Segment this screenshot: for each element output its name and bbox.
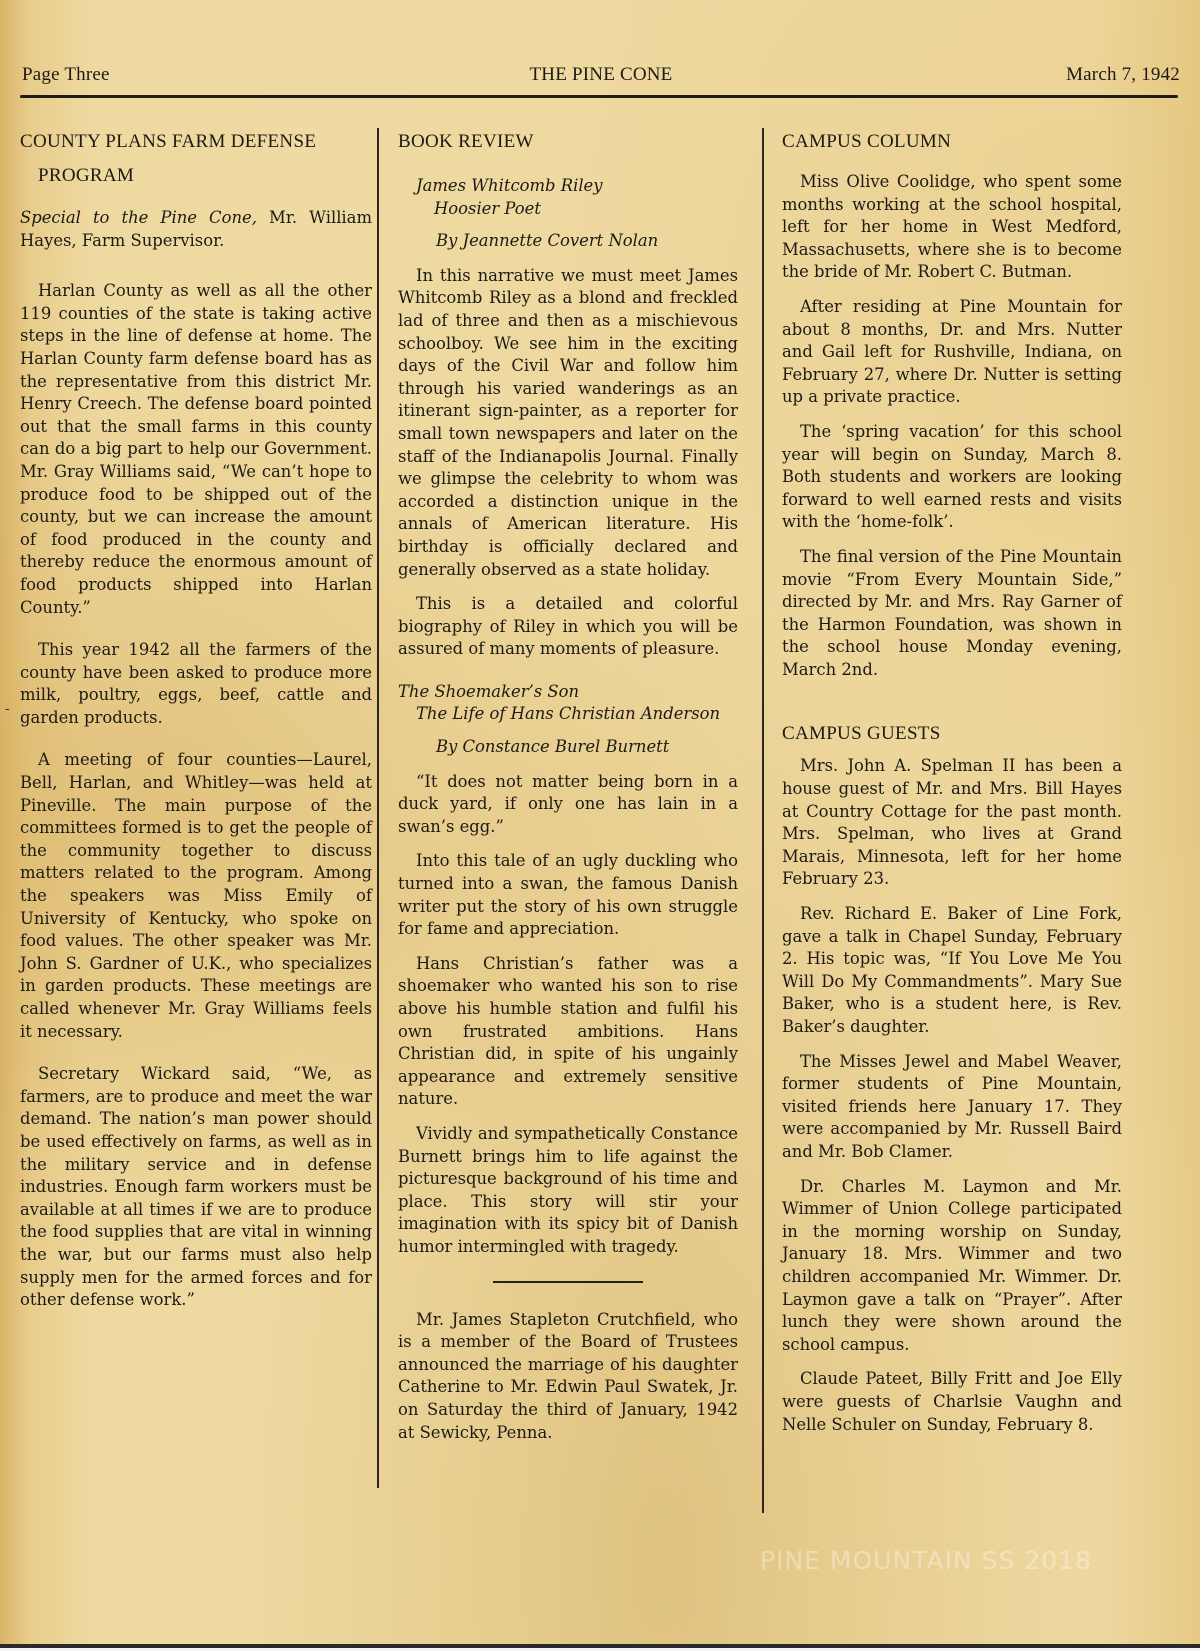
campus-column-section — [782, 125, 1122, 1448]
article-byline — [20, 207, 372, 252]
book-title: The Shoemaker’s Son — [398, 681, 580, 701]
guest-item: The Misses Jewel and Mabel Weaver, former students of Pine Mountain, visited friends here January 17. They were accompanied by Mr. Russell Baird and Mr. Bob Clamer. — [782, 1051, 1122, 1161]
section-headline-guests: CAMPUS GUESTS — [782, 723, 941, 745]
section-spacer — [782, 693, 1122, 717]
column-divider — [377, 128, 379, 1488]
book-review-andersen — [398, 681, 738, 1259]
book-author: By Constance Burel Burnett — [436, 737, 670, 757]
masthead-rule — [20, 95, 1178, 98]
review-paragraph: In this narrative we must meet James Whitcomb Riley as a blond and freckled lad of three and then as a mischievous schoolboy. We see him in the exciting days of the Civil War and follow him through his varied wanderings as an itinerant sign-painter, as a reporter for small town newspapers and later on the staff of the Indianapolis Journal. Finally we glimpse the celebrity to whom was accorded a distinction unique in the annals of American literature. His birthday is officially declared and generally observed as a state holiday. — [398, 265, 738, 579]
guest-item: Dr. Charles M. Laymon and Mr. Wimmer of Union College participated in the morning worship on Sunday, January 18. Mrs. Wimmer and two children accompanied Mr. Wimmer. Dr. Laymon gave a talk on “Prayer”. After lunch they were shown around the school campus. — [782, 1176, 1122, 1354]
publication-title: THE PINE CONE — [529, 64, 673, 85]
marriage-announcement: Mr. James Stapleton Crutchfield, who is a member of the Board of Trustees announced the marriage of his daughter Catherine to Mr. Edwin Paul Swatek, Jr. on Saturday the third of January, 1942 at Sewicky, Penna. — [398, 1309, 738, 1442]
book-author: By Jeannette Covert Nolan — [436, 231, 659, 251]
book-title: James Whitcomb Riley — [416, 176, 603, 195]
article-paragraph: Secretary Wickard said, “We, as farmers, are to produce and meet the war demand. The nation’s man power should be used effectively on farms, as well as in the military service and in defense industries. Enough farm workers must be available at all times if we are to produce the food supplies that are vital in winning the war, but our farms must also help supply men for the armed forces and for other defense work.” — [20, 1064, 372, 1310]
news-item: After residing at Pine Mountain for about 8 months, Dr. and Mrs. Nutter and Gail left for Rushville, Indiana, on February 27, where Dr. Nutter is setting up a private practice. — [782, 296, 1122, 407]
article-paragraph: Harlan County as well as all the other 119 counties of the state is taking active steps in the line of defense at home. The Harlan County farm defense board has as the representative from this district Mr. Henry Creech. The defense board pointed out that the small farms in this county can do a big part to help our Government. Mr. Gray Williams said, “We can’t hope to produce food to be shipped out of the county, but we can increase the amount of food produced in the county and thereby reduce the enormous amount of food products shipped into Harlan County.” — [20, 281, 372, 617]
news-item: The ‘spring vacation’ for this school year will begin on Sunday, March 8. Both students and workers are looking forward to well earned rests and visits with the ‘home-folk’. — [782, 421, 1122, 532]
headline-line: PROGRAM — [38, 165, 135, 186]
masthead — [22, 64, 1180, 86]
book-subtitle: Hoosier Poet — [434, 198, 541, 218]
watermark: PINE MOUNTAIN SS 2018 — [760, 1546, 1092, 1575]
guest-item: Mrs. John A. Spelman II has been a house guest of Mr. and Mrs. Bill Hayes at Country Cottage for the past month. Mrs. Spelman, who lives at Grand Marais, Minnesota, left for her home February 23. — [782, 756, 1122, 889]
article-paragraph: This year 1942 all the farmers of the county have been asked to produce more milk, poultry, eggs, beef, cattle and garden products. — [20, 640, 372, 727]
section-headline: BOOK REVIEW — [398, 131, 534, 152]
section-divider — [493, 1281, 643, 1283]
issue-date: March 7, 1942 — [1066, 64, 1180, 85]
article-county-farm-defense — [20, 125, 372, 1324]
review-paragraph: Vividly and sympathetically Constance Burnett brings him to life against the picturesque background of his time and place. This story will stir your imagination with its spicy bit of Danish humor intermingled with tragedy. — [398, 1123, 738, 1256]
news-item: The final version of the Pine Mountain movie “From Every Mountain Side,” directed by Mr. and Mrs. Ray Garner of the Harmon Foundation, was shown in the school house Monday evening, March 2nd. — [782, 546, 1122, 679]
margin-mark: - — [5, 701, 10, 717]
article-paragraph: A meeting of four counties—Laurel, Bell, Harlan, and Whitley—was held at Pineville. The main purpose of the committees formed is to get the people of the community together to discuss matters related to the program. Among the speakers was Miss Emily of University of Kentucky, who spoke on food values. The other speaker was Mr. John S. Gardner of U.K., who specializes in garden products. These meetings are called whenever Mr. Gray Williams feels it necessary. — [20, 750, 372, 1041]
book-review-riley — [398, 175, 738, 661]
article-headline — [20, 125, 372, 193]
byline-source: Special to the Pine Cone, — [20, 208, 257, 227]
review-paragraph: This is a detailed and colorful biography of Riley in which you will be assured of many moments of pleasure. — [398, 594, 738, 659]
book-review-section — [398, 125, 738, 1456]
book-subtitle: The Life of Hans Christian Anderson — [416, 704, 721, 724]
column-divider — [762, 128, 764, 1513]
headline-line: COUNTY PLANS FARM DEFENSE — [20, 131, 317, 152]
byline-author: Mr. William Hayes, Farm Supervisor. — [20, 208, 372, 250]
page-number: Page Three — [22, 64, 110, 85]
review-paragraph: “It does not matter being born in a duck yard, if only one has lain in a swan’s egg.” — [398, 771, 738, 836]
guest-item: Claude Pateet, Billy Fritt and Joe Elly were guests of Charlsie Vaughn and Nelle Schuler on Sunday, February 8. — [782, 1369, 1122, 1434]
review-paragraph: Into this tale of an ugly duckling who turned into a swan, the famous Danish writer put the story of his own struggle for fame and appreciation. — [398, 851, 738, 939]
section-headline: CAMPUS COLUMN — [782, 131, 952, 152]
guest-item: Rev. Richard E. Baker of Line Fork, gave a talk in Chapel Sunday, February 2. His topic was, “If You Love Me You Will Do My Commandments”. Mary Sue Baker, who is a student here, is Rev. Baker’s daughter. — [782, 904, 1122, 1036]
news-item: Miss Olive Coolidge, who spent some months working at the school hospital, left for her home in West Medford, Massachusetts, where she is to become the bride of Mr. Robert C. Butman. — [782, 172, 1122, 282]
review-paragraph: Hans Christian’s father was a shoemaker who wanted his son to rise above his humble station and fulfil his own frustrated ambitions. Hans Christian did, in spite of his ungainly appearance and extremely sensitive nature. — [398, 953, 738, 1109]
